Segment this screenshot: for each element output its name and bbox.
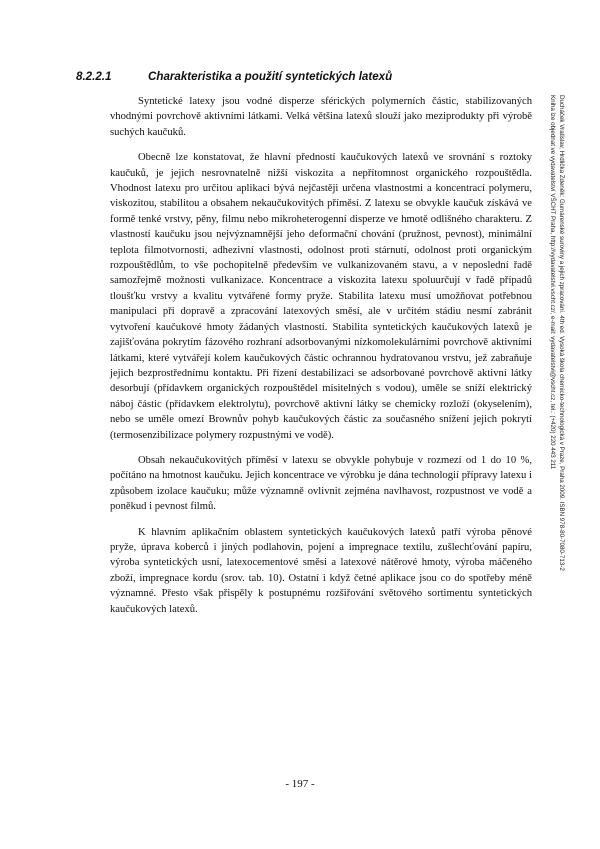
section-title: Charakteristika a použití syntetických latexů [148,70,393,83]
section-heading [76,70,536,83]
paragraph-4: K hlavním aplikačním oblastem syntetických kaučukových latexů patří výroba pěnové pryže, úprava koberců i jiných podlahovin, pojení a impregnace textilu, zušlechťování papíru, výroba syntetických usní, latexocementové směsi a latexové nátěrové hmoty, výroba máčeného zboží, impregnace kordu (srov. tab. 10). Ostatní i když četné aplikace jsou co do spotřeby méně významné. Přesto však přispěly k postupnému rozšiřování světového sortimentu syntetických kaučukových latexů. [110,526,532,615]
page-number: - 197 - [285,778,315,790]
section-number: 8.2.2.1 [76,70,112,83]
paragraph-2: Obecně lze konstatovat, že hlavní předností kaučukových latexů ve srovnání s roztoky kaučuků, je jejich nesrovnatelně nižší viskozita a nepřítomnost organického rozpouštědla. Vhodnost latexu pro určitou aplikaci bývá nejčastěji určena vlastnostmi a koncentrací polymeru, viskozitou, stabilitou a obsahem nekaučukovitých příměsí. Z latexu se obvykle kaučuk získává ve formě tenké vrstvy, pěny, filmu nebo mikroheterogenní disperze ve hmotě odlišného charakteru. Z vlastností kaučuku jsou nejvýznamnější jeho deformační chování (pružnost, pevnost), minimální teplota filmotvornosti, adhezivní vlastnosti, odolnost proti stárnutí, odolnost proti organickým rozpouštědlům, to vše pochopitelně především ve vulkanizovaném stavu, a v neposlední řadě samozřejmě možnosti vulkanizace. Koncentrace a viskozita latexu spoluurčují v řadě případů tloušťku vrstvy a kvalitu vytvářené formy pryže. Stabilita latexu musí umožňovat potřebnou manipulaci při dopravě a zpracování latexových směsí, ale v určitém stádiu nesmí zabránit vytvoření kaučukové hmoty žádaných vlastností. Stabilita syntetických kaučukových latexů je zajišťována pokrytím fázového rozhraní adsorbovanými nízkomolekulárními povrchově aktivními látkami, které vytvářejí kolem kaučukových částic ochrannou hydratovanou vrstvu, jež zabraňuje jejich bezprostřednímu kontaktu. Při řízení destabilizaci se adsorbované povrchově aktivní látky desorbují (přídavkem organických rozpouštědel mísitelných s vodou), uměle se sníží elektrický náboj částic (přídavkem elektrolytu), povrchově aktivní látky se chemicky rozloží (okyselením), nebo se uměle omezí Brownův pohyb kaučukových částic za současného snížení jejich pokrytí (termosenzibilizace polymery rozpustnými ve vodě). [110,152,532,441]
side-citation-line-1: Ducháček Vratislav, Hrdlička Zdeněk: Gumárenské suroviny a jejich zpracování. 4th ed. Vysoká škola chemicko-technologická v Praze, Praha 2009. ISBN 978-80-7080-713-2 [558,95,565,571]
body-text [110,94,532,627]
side-citation [548,95,566,715]
paragraph-1: Syntetické latexy jsou vodné disperze sférických polymerních částic, stabilizovaných vhodnými povrchově aktivními látkami. Velká většina latexů slouží jako meziprodukty při výrobě suchých kaučuků. [110,96,532,138]
side-citation-line-2: Kniha lze objednat ve vydavatelství VŠCHT Praha, http://vydavatelstvi.vscht.cz/, e-mail: vydavatelstvi@vscht.cz, tel.: (+420) 220 443 211 [549,95,556,470]
paragraph-3: Obsah nekaučukovitých příměsí v latexu se obvykle pohybuje v rozmezí od 1 do 10 %, počítáno na hmotnost kaučuku. Jejich koncentrace ve výrobku je dána technologií přípravy latexu i způsobem izolace kaučuku; může významně ovlivnit zejména navlhavost, rozpustnost ve vodě a poněkud i pevnost filmů. [110,454,532,513]
